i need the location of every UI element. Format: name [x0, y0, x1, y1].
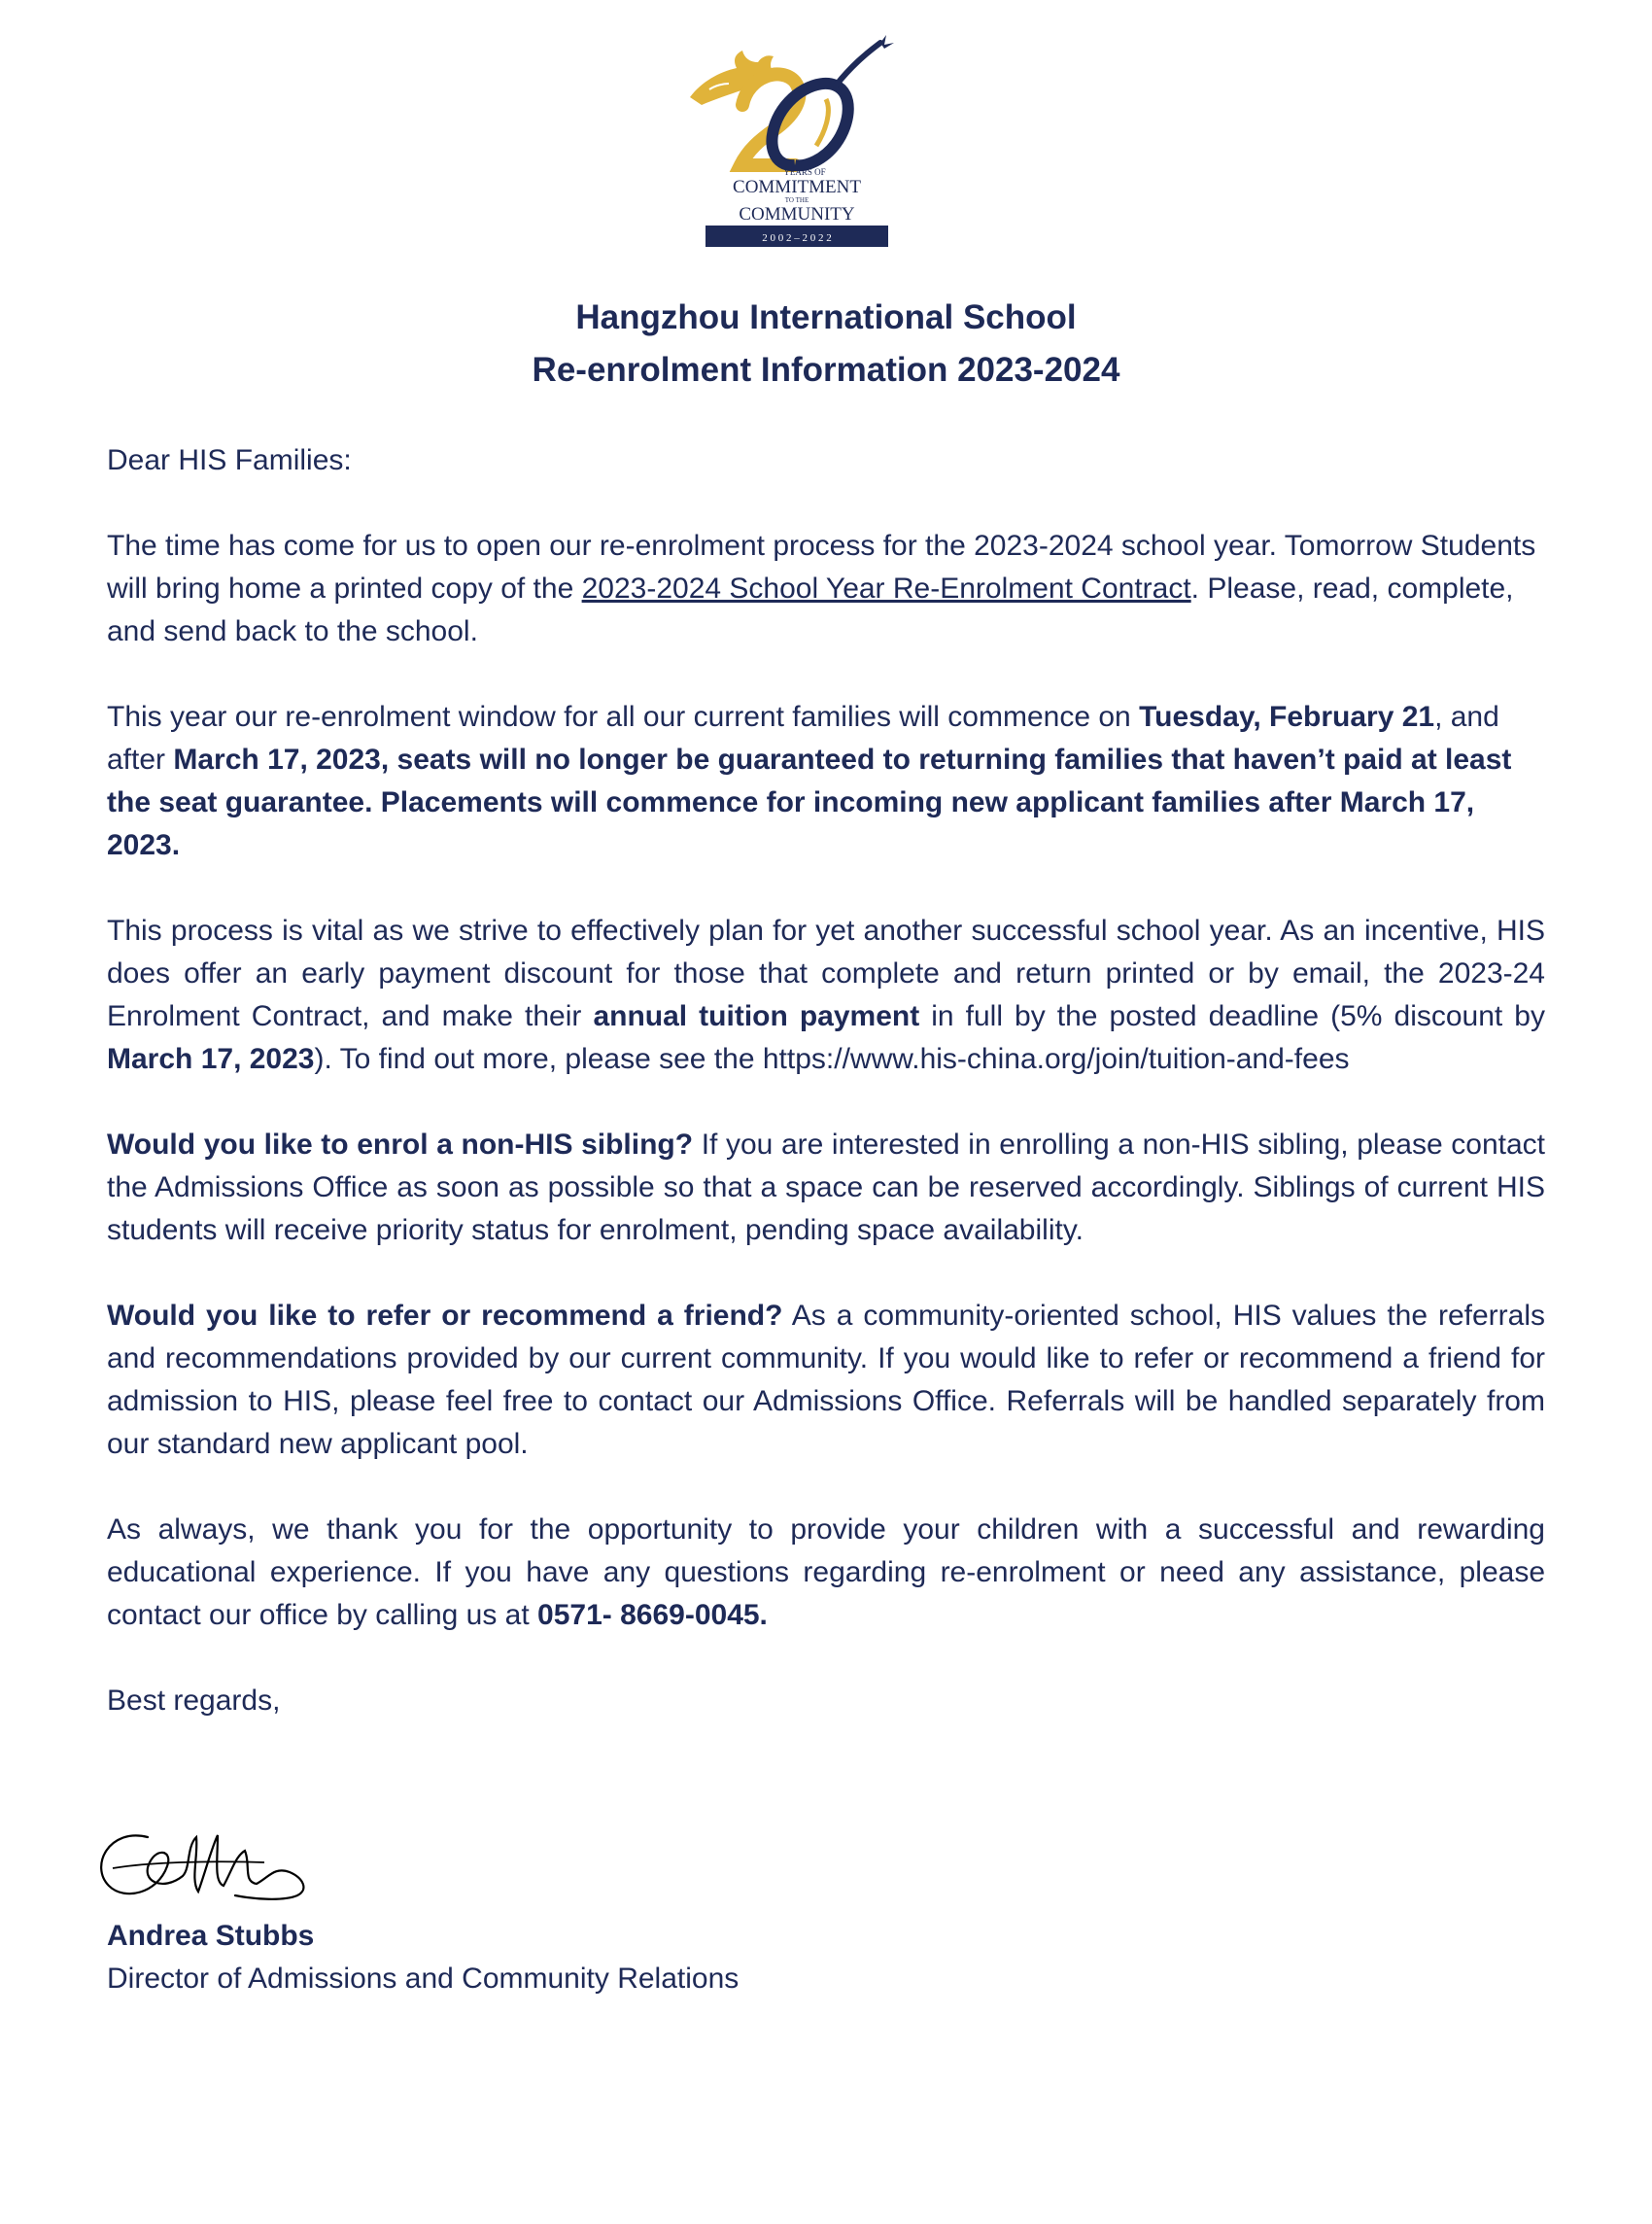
letter-header — [0, 292, 1652, 397]
sibling-text: If you are interested in enrolling a non-HIS sibling, please contact the Admissions Office as soon as possible so that a space can be reserved accordingly. Siblings of current HIS students will receive priority status for enrolment, pending space availability. — [107, 1129, 1545, 1246]
paragraph-referral — [107, 1295, 1545, 1466]
paragraph-intro — [107, 525, 1545, 653]
referral-question: Would you like to refer or recommend a friend? — [107, 1300, 783, 1332]
window-start-date: Tuesday, February 21 — [1139, 701, 1435, 733]
window-text-c: , and after — [107, 701, 1499, 776]
paragraph-discount — [107, 910, 1545, 1081]
signer-name: Andrea Stubbs — [107, 1920, 315, 1952]
sibling-question: Would you like to enrol a non-HIS sibling? — [107, 1129, 694, 1161]
discount-text-c: in full by the posted deadline (5% discount by — [919, 1000, 1545, 1032]
signer-title: Director of Admissions and Community Relations — [107, 1963, 740, 1995]
annual-tuition-payment: annual tuition payment — [593, 1000, 920, 1032]
thanks-text: As always, we thank you for the opportunity to provide your children with a successful and rewarding educational experience. If you have any questions regarding re-enrolment or need any assistance, please contact our office by calling us at — [107, 1513, 1545, 1631]
logo-line-to-the: TO THE — [784, 196, 809, 204]
paragraph-thanks — [107, 1509, 1545, 1637]
intro-text-b: . Please, read, complete, and send back to the school. — [107, 573, 1514, 647]
logo-line-commitment: COMMITMENT — [733, 177, 861, 197]
paragraph-sibling — [107, 1124, 1545, 1252]
document-subtitle: Re-enrolment Information 2023-2024 — [532, 351, 1120, 389]
logo-line-community: COMMUNITY — [739, 204, 855, 225]
referral-text: As a community-oriented school, HIS values the referrals and recommendations provided by our current community. If you would like to refer or recommend a friend for admission to HIS, please feel free to contact our Admissions Office. Referrals will be handled separately from our standard new applicant pool. — [107, 1300, 1546, 1460]
window-deadline-notice: March 17, 2023, seats will no longer be guaranteed to returning families that haven’t paid at least the seat guarantee. Placements will commence for incoming new applicant families after March 17, 2023. — [107, 744, 1512, 861]
anniversary-logo — [680, 21, 913, 255]
contract-link[interactable]: 2023-2024 School Year Re-Enrolment Contract — [581, 573, 1191, 605]
discount-text-a: This process is vital as we strive to effectively plan for yet another successful school year. As an incentive, HIS does offer an early payment discount for those that complete and return printed or by email, the 2023-24 Enrolment Contract, and make their — [107, 915, 1545, 1032]
letter-body — [107, 439, 1545, 1765]
discount-text-e: ). To find out more, please see the https://www.his-china.org/join/tuition-and-fees — [314, 1043, 1350, 1075]
window-text-a: This year our re-enrolment window for all our current families will commence on — [107, 701, 1140, 733]
handwritten-signature-icon — [89, 1808, 323, 1915]
intro-text-a: The time has come for us to open our re-enrolment process for the 2023-2024 school year. Tomorrow Students will bring home a printed copy of the — [107, 530, 1536, 605]
paragraph-window — [107, 696, 1545, 867]
logo-small-text: YEARS OF — [783, 167, 826, 177]
closing: Best regards, — [107, 1685, 281, 1717]
school-name: Hangzhou International School — [575, 298, 1077, 336]
signature-image — [89, 1808, 323, 1915]
dragon-20-emblem-icon — [680, 21, 913, 255]
discount-deadline: March 17, 2023 — [107, 1043, 315, 1075]
logo-years: 2 0 0 2 – 2 0 2 2 — [762, 232, 832, 244]
greeting: Dear HIS Families: — [107, 444, 352, 476]
office-phone: 0571- 8669-0045. — [537, 1599, 768, 1631]
